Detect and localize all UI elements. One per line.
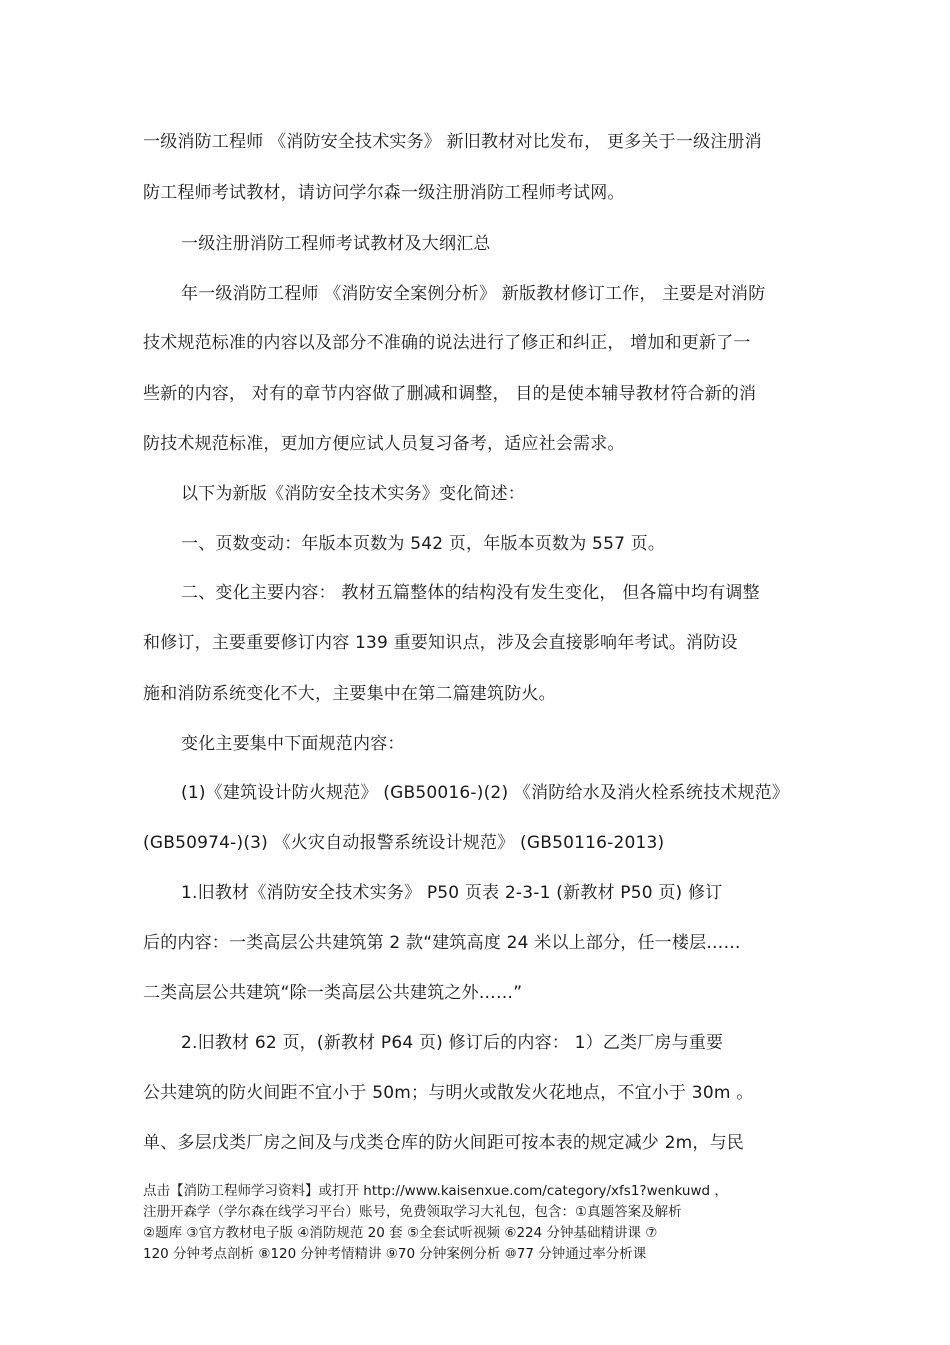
- paragraph-line: 一级消防工程师 《消防安全技术实务》 新旧教材对比发布， 更多关于一级注册消: [143, 132, 762, 152]
- paragraph-line: (1)《建筑设计防火规范》 (GB50016-)(2) 《消防给水及消火栓系统技术规范》: [181, 783, 790, 803]
- footer-line: 注册开森学（学尔森在线学习平台）账号，免费领取学习大礼包，包含：①真题答案及解析: [143, 1204, 682, 1220]
- paragraph-line: 些新的内容， 对有的章节内容做了删减和调整， 目的是使本辅导教材符合新的消: [143, 384, 757, 404]
- paragraph-line: 一、页数变动：年版本页数为 542 页，年版本页数为 557 页。: [181, 534, 666, 554]
- section-heading: 一级注册消防工程师考试教材及大纲汇总: [181, 234, 491, 254]
- paragraph-line: 年一级消防工程师 《消防安全案例分析》 新版教材修订工作， 主要是对消防: [181, 284, 766, 304]
- paragraph-line: 二、变化主要内容： 教材五篇整体的结构没有发生变化， 但各篇中均有调整: [181, 583, 760, 603]
- paragraph-line: 和修订，主要重要修订内容 139 重要知识点，涉及会直接影响年考试。消防设: [143, 633, 738, 653]
- footer-line: 120 分钟考点剖析 ⑧120 分钟考情精讲 ⑨70 分钟案例分析 ⑩77 分钟通过率分析课: [143, 1246, 647, 1262]
- footer-promo: [143, 1181, 813, 1265]
- paragraph-line: 防工程师考试教材，请访问学尔森一级注册消防工程师考试网。: [143, 183, 625, 203]
- paragraph-line: 技术规范标准的内容以及部分不准确的说法进行了修正和纠正， 增加和更新了一: [143, 333, 751, 353]
- footer-link-line[interactable]: 点击【消防工程师学习资料】或打开 http://www.kaisenxue.com/category/xfs1?wenkuwd ，: [143, 1183, 728, 1199]
- paragraph-line: 后的内容：一类高层公共建筑第 2 款“建筑高度 24 米以上部分，任一楼层……: [143, 933, 741, 953]
- paragraph-line: 单、多层戊类厂房之间及与戊类仓库的防火间距可按本表的规定减少 2m，与民: [143, 1133, 744, 1153]
- paragraph-line: (GB50974-)(3) 《火灾自动报警系统设计规范》 (GB50116-2013): [143, 833, 665, 853]
- paragraph-line: 施和消防系统变化不大，主要集中在第二篇建筑防火。: [143, 684, 556, 704]
- paragraph-line: 1.旧教材《消防安全技术实务》 P50 页表 2-3-1 (新教材 P50 页) 修订: [181, 883, 723, 903]
- paragraph-line: 公共建筑的防火间距不宜小于 50m；与明火或散发火花地点，不宜小于 30m 。: [143, 1083, 754, 1103]
- footer-line: ②题库 ③官方教材电子版 ④消防规范 20 套 ⑤全套试听视频 ⑥224 分钟基础精讲课 ⑦: [143, 1225, 658, 1241]
- paragraph-line: 二类高层公共建筑“除一类高层公共建筑之外……”: [143, 983, 523, 1003]
- paragraph-line: 2.旧教材 62 页，(新教材 P64 页) 修订后的内容： 1）乙类厂房与重要: [181, 1033, 724, 1053]
- paragraph-line: 以下为新版《消防安全技术实务》变化简述：: [181, 484, 525, 504]
- paragraph-line: 变化主要集中下面规范内容：: [181, 734, 405, 754]
- paragraph-line: 防技术规范标准，更加方便应试人员复习备考，适应社会需求。: [143, 434, 625, 454]
